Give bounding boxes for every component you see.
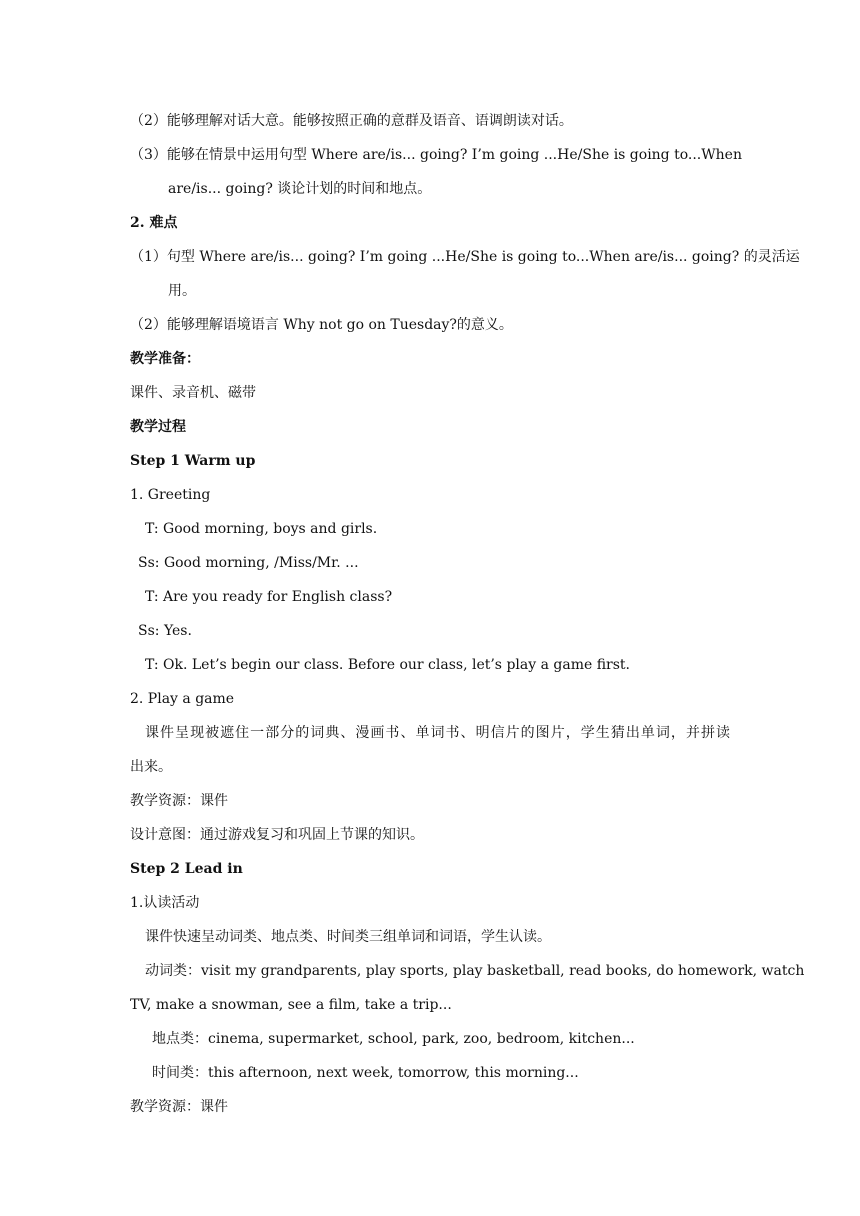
- difficulty-heading: 2. 难点: [130, 215, 178, 231]
- reading-activity-heading: 1.认读活动: [130, 895, 200, 911]
- game-description-line: 课件呈现被遮住一部分的词典、漫画书、单词书、明信片的图片，学生猜出单词，并拼读: [145, 725, 730, 741]
- difficulty-1-continuation: 用。: [168, 283, 196, 299]
- process-heading: 教学过程: [130, 419, 186, 435]
- reading-activity-description: 课件快速呈动词类、地点类、时间类三组单词和词语，学生认读。: [145, 929, 551, 945]
- place-category-line: 地点类：cinema, supermarket, school, park, zoo, bedroom, kitchen...: [152, 1031, 635, 1047]
- game-description-continuation: 出来。: [130, 759, 172, 775]
- resources-line: 教学资源：课件: [130, 1099, 228, 1115]
- dialogue-line: T: Good morning, boys and girls.: [145, 521, 378, 537]
- dialogue-line: Ss: Good morning, /Miss/Mr. ...: [138, 555, 359, 571]
- play-game-heading: 2. Play a game: [130, 691, 235, 707]
- preparation-items: 课件、录音机、磁带: [130, 385, 256, 401]
- difficulty-1-line: （1）句型 Where are/is... going? I’m going ...He/She is going to...When are/is... going? 的灵活运: [130, 249, 800, 265]
- objective-2-line: （2）能够理解对话大意。能够按照正确的意群及语音、语调朗读对话。: [130, 113, 573, 129]
- greeting-heading: 1. Greeting: [130, 487, 211, 503]
- step-1-heading: Step 1 Warm up: [130, 453, 256, 469]
- verb-category-continuation: TV, make a snowman, see a film, take a trip...: [130, 997, 452, 1013]
- preparation-heading: 教学准备：: [130, 351, 200, 367]
- verb-category-line: 动词类：visit my grandparents, play sports, play basketball, read books, do homework, watch: [145, 963, 805, 979]
- dialogue-line: Ss: Yes.: [138, 623, 192, 639]
- dialogue-line: T: Ok. Let’s begin our class. Before our class, let’s play a game first.: [145, 657, 630, 673]
- objective-3-line: （3）能够在情景中运用句型 Where are/is... going? I’m going ...He/She is going to...When: [130, 147, 742, 163]
- design-intent-line: 设计意图：通过游戏复习和巩固上节课的知识。: [130, 827, 424, 843]
- dialogue-line: T: Are you ready for English class?: [145, 589, 393, 605]
- time-category-line: 时间类：this afternoon, next week, tomorrow, this morning...: [152, 1065, 579, 1081]
- step-2-heading: Step 2 Lead in: [130, 861, 243, 877]
- resources-line: 教学资源：课件: [130, 793, 228, 809]
- difficulty-2-line: （2）能够理解语境语言 Why not go on Tuesday?的意义。: [130, 317, 513, 333]
- objective-3-continuation: are/is... going? 谈论计划的时间和地点。: [168, 181, 432, 197]
